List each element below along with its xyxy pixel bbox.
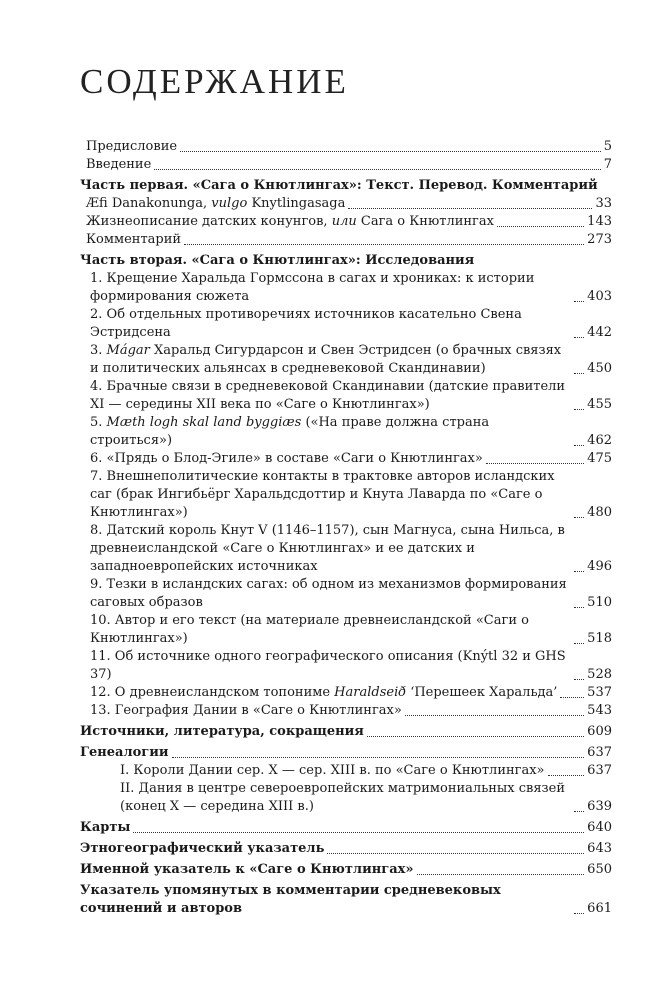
toc-entry[interactable] (80, 270, 612, 306)
toc-entry-title: Этногеографический указатель (80, 841, 325, 856)
page-number: 455 (587, 397, 612, 412)
toc-entry[interactable] (80, 306, 612, 342)
dot-leader (133, 832, 584, 833)
toc-entry-title: I. Короли Дании сер. X — сер. XIII в. по «Саге о Кнютлингах» (120, 763, 545, 778)
toc-entry-title: Комментарий (86, 232, 182, 247)
page-number: 480 (587, 505, 612, 520)
dot-leader (154, 169, 600, 170)
toc-entry-title (86, 195, 345, 213)
dot-leader (574, 571, 584, 572)
dot-leader (574, 913, 584, 914)
toc-entry[interactable] (80, 342, 612, 378)
toc-entry-title: 1. Крещение Харальда Гормссона в сагах и хрониках: к истории формирования сюжета (90, 271, 535, 304)
toc-entry[interactable] (80, 612, 612, 648)
toc-entry[interactable] (80, 648, 612, 684)
dot-leader (574, 679, 584, 680)
toc-entry[interactable] (80, 156, 612, 174)
page-number: 462 (587, 433, 612, 448)
italic-fragment: Mágar (106, 343, 150, 358)
toc-entry[interactable] (80, 762, 612, 780)
page-number: 528 (587, 667, 612, 682)
toc-entry-title (90, 684, 557, 702)
toc-entry-title: 10. Автор и его текст (на материале древнеисландской «Саги о Кнютлингах») (90, 613, 529, 646)
text-fragment: («На праве должна страна строиться») (90, 415, 490, 448)
text-fragment: Сага о Кнютлингах (356, 214, 494, 229)
italic-fragment: Mæth logh skal land byggiæs (106, 415, 302, 430)
toc-entry-title: 4. Брачные связи в средневековой Скандинавии (датские правители XI — середины XII века по «Саге о Кнютлингах») (90, 379, 566, 412)
text-fragment: ‘Перешеек Харальда’ (406, 685, 558, 700)
toc-entry-title: Часть первая. «Сага о Кнютлингах»: Текст. Перевод. Комментарий (80, 178, 598, 193)
toc-entry[interactable] (80, 780, 612, 816)
toc-entry-title (86, 213, 494, 231)
toc-entry-title: 6. «Прядь о Блод-Эгиле» в составе «Саги о Кнютлингах» (90, 451, 483, 466)
toc-entry-title: 9. Тезки в исландских сагах: об одном из механизмов формирования саговых образов (90, 577, 567, 610)
toc-entry-title: 7. Внешнеполитические контакты в трактовке авторов исландских саг (брак Ингибьёрг Харальдсдоттир и Кнута Лаварда по «Саге о Кнютлингах») (90, 469, 555, 520)
toc-section-heading[interactable] (80, 882, 612, 918)
page-number: 403 (587, 289, 612, 304)
text-fragment: 5. (90, 415, 107, 430)
toc-section-heading[interactable] (80, 723, 612, 741)
dot-leader (574, 409, 584, 410)
dot-leader (348, 208, 592, 209)
toc-section-heading[interactable] (80, 177, 612, 195)
toc-entry[interactable] (80, 450, 612, 468)
dot-leader (367, 736, 584, 737)
page-number: 143 (587, 214, 612, 229)
text-fragment: Knytlingasaga (247, 196, 346, 211)
dot-leader (574, 607, 584, 608)
page-number: 639 (587, 799, 612, 814)
toc-entry-title: Указатель упомянутых в комментарии средневековых сочинений и авторов (80, 883, 501, 916)
dot-leader (574, 643, 584, 644)
toc-entry[interactable] (80, 702, 612, 720)
dot-leader (574, 445, 584, 446)
dot-leader (574, 517, 584, 518)
page-number: 450 (587, 361, 612, 376)
dot-leader (327, 853, 584, 854)
toc-entry-title (90, 414, 571, 450)
toc-section-heading[interactable] (80, 861, 612, 879)
toc-section-heading[interactable] (80, 819, 612, 837)
page-title: СОДЕРЖАНИЕ (80, 62, 349, 101)
toc-entry-title: 13. География Дании в «Саге о Кнютлингах» (90, 703, 402, 718)
toc-entry-title: 2. Об отдельных противоречиях источников касательно Свена Эстридсена (90, 307, 522, 340)
page-number: 33 (595, 196, 612, 211)
toc-entry-title: Именной указатель к «Саге о Кнютлингах» (80, 862, 414, 877)
dot-leader (405, 715, 584, 716)
page-number: 518 (587, 631, 612, 646)
page-number: 650 (587, 862, 612, 877)
dot-leader (417, 874, 585, 875)
toc-section-heading[interactable] (80, 744, 612, 762)
toc-entry[interactable] (80, 414, 612, 450)
dot-leader (574, 811, 584, 812)
page-number: 475 (587, 451, 612, 466)
toc-entry[interactable] (80, 522, 612, 576)
page-number: 496 (587, 559, 612, 574)
page-number: 7 (603, 157, 612, 172)
dot-leader (486, 463, 584, 464)
page-number: 637 (587, 745, 612, 760)
text-fragment: 12. О древнеисландском топониме (90, 685, 335, 700)
dot-leader (574, 301, 584, 302)
toc-entry-title (90, 342, 571, 378)
dot-leader (574, 373, 584, 374)
toc-entry-title: Источники, литература, сокращения (80, 724, 364, 739)
toc-entry-title: Введение (86, 157, 152, 172)
toc-entry-title: Часть вторая. «Сага о Кнютлингах»: Исследования (80, 253, 475, 268)
table-of-contents (80, 138, 612, 918)
dot-leader (184, 244, 584, 245)
toc-entry[interactable] (80, 213, 612, 231)
dot-leader (180, 151, 601, 152)
italic-fragment: или (331, 214, 357, 229)
dot-leader (497, 226, 584, 227)
italic-fragment: Haraldseið (334, 685, 407, 700)
page-number: 442 (587, 325, 612, 340)
toc-entry[interactable] (80, 231, 612, 249)
dot-leader (172, 757, 585, 758)
toc-entry[interactable] (80, 576, 612, 612)
toc-entry-title: Генеалогии (80, 745, 169, 760)
page-number: 510 (587, 595, 612, 610)
page-number: 537 (587, 685, 612, 700)
text-fragment: Жизнеописание датских конунгов, (86, 214, 332, 229)
page-number: 643 (587, 841, 612, 856)
page-number: 609 (587, 724, 612, 739)
toc-entry-title: 11. Об источнике одного географического описания (Knýtl 32 и GHS 37) (90, 649, 566, 682)
page-number: 5 (603, 139, 612, 154)
dot-leader (574, 337, 584, 338)
toc-entry[interactable] (80, 138, 612, 156)
toc-entry[interactable] (80, 378, 612, 414)
toc-entry[interactable] (80, 195, 612, 213)
page-number: 640 (587, 820, 612, 835)
toc-entry[interactable] (80, 684, 612, 702)
toc-section-heading[interactable] (80, 840, 612, 858)
toc-entry[interactable] (80, 468, 612, 522)
page-number: 543 (587, 703, 612, 718)
page-number: 273 (587, 232, 612, 247)
italic-fragment: vulgo (211, 196, 248, 211)
dot-leader (560, 697, 584, 698)
toc-entry-title: Карты (80, 820, 131, 835)
dot-leader (548, 775, 585, 776)
toc-section-heading[interactable] (80, 252, 612, 270)
page-number: 637 (587, 763, 612, 778)
text-fragment: Харальд Сигурдарсон и Свен Эстридсен (о брачных связях и политических альянсах в средневековой Скандинавии) (90, 343, 562, 376)
toc-entry-title: Предисловие (86, 139, 178, 154)
text-fragment: Æfi Danakonunga, (86, 196, 212, 211)
page-number: 661 (587, 901, 612, 916)
text-fragment: 3. (90, 343, 107, 358)
toc-entry-title: II. Дания в центре североевропейских матримониальных связей (конец X — середина XIII в.) (120, 781, 565, 814)
toc-entry-title: 8. Датский король Кнут V (1146–1157), сын Магнуса, сына Нильса, в древнеисландской «Саге о Кнютлингах» и ее датских и западноевропейских источниках (90, 523, 565, 574)
